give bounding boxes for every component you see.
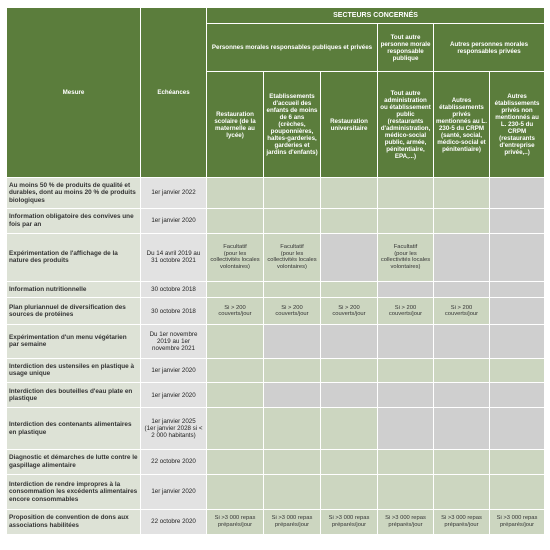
sector-cell-restauration-universitaire — [321, 358, 378, 383]
sector-cell-restauration-scolaire — [207, 449, 264, 474]
sector-cell-restauration-scolaire — [207, 281, 264, 298]
sector-cell-autres-non-mentionnes: Si >3 000 repas préparés/jour — [490, 510, 545, 535]
deadline-cell: Du 14 avril 2019 au 31 octobre 2021 — [141, 234, 207, 282]
sector-cell-etablissements-accueil — [264, 281, 321, 298]
sector-cell-administration — [378, 383, 434, 408]
sector-cell-autres-non-mentionnes — [490, 408, 545, 450]
deadline-cell: 30 octobre 2018 — [141, 298, 207, 325]
header-mesure: Mesure — [7, 8, 141, 178]
measure-cell: Expérimentation d'un menu végétarien par semaine — [7, 325, 141, 358]
sector-cell-administration — [378, 209, 434, 234]
sector-cell-etablissements-accueil — [264, 408, 321, 450]
sector-cell-administration: Si > 200 couverts/jour — [378, 298, 434, 325]
sector-cell-restauration-universitaire — [321, 234, 378, 282]
deadline-cell: Du 1er novembre 2019 au 1er novembre 2021 — [141, 325, 207, 358]
deadline-cell: 1er janvier 2025 (1er janvier 2028 si < 2 000 habitants) — [141, 408, 207, 450]
sector-cell-administration — [378, 178, 434, 209]
sector-cell-autres-mentionnes — [434, 474, 490, 509]
header-col-etablissements-accueil: Etablissements d'accueil des enfants de moins de 6 ans (crèches, pouponnières, haltes-garderies, garderies et jardins d'enfants) — [264, 72, 321, 178]
header-group-public: Personnes morales responsables publiques et privées — [207, 24, 378, 72]
measure-cell: Information nutritionnelle — [7, 281, 141, 298]
sector-cell-administration: Facultatif (pour les collectivités locales volontaires) — [378, 234, 434, 282]
measure-cell: Interdiction des contenants alimentaires en plastique — [7, 408, 141, 450]
sector-cell-administration — [378, 474, 434, 509]
deadline-cell: 1er janvier 2020 — [141, 474, 207, 509]
deadline-cell: 1er janvier 2020 — [141, 358, 207, 383]
header-echeances: Echéances — [141, 8, 207, 178]
sector-cell-autres-non-mentionnes — [490, 281, 545, 298]
sector-cell-etablissements-accueil — [264, 383, 321, 408]
header-col-restauration-scolaire: Restauration scolaire (de la maternelle au lycée) — [207, 72, 264, 178]
sector-cell-restauration-scolaire — [207, 408, 264, 450]
sector-cell-restauration-universitaire — [321, 383, 378, 408]
sector-cell-administration — [378, 358, 434, 383]
header-col-autres-etablissements-non-mentionnes: Autres établissements privés non mentionnés au L. 230-5 du CRPM (restaurants d'entreprise privée,..) — [490, 72, 545, 178]
sector-cell-autres-mentionnes: Si > 200 couverts/jour — [434, 298, 490, 325]
header-group-private: Autres personnes morales responsables privées — [434, 24, 545, 72]
sector-cell-etablissements-accueil: Facultatif (pour les collectivités locales volontaires) — [264, 234, 321, 282]
sector-cell-autres-non-mentionnes — [490, 358, 545, 383]
measure-cell: Plan pluriannuel de diversification des sources de protéines — [7, 298, 141, 325]
sector-cell-administration — [378, 408, 434, 450]
sector-cell-administration: Si >3 000 repas préparés/jour — [378, 510, 434, 535]
sector-cell-restauration-universitaire — [321, 449, 378, 474]
regulation-table — [6, 7, 545, 535]
sector-cell-autres-non-mentionnes — [490, 234, 545, 282]
sector-cell-restauration-universitaire: Si >3 000 repas préparés/jour — [321, 510, 378, 535]
sector-cell-restauration-scolaire: Facultatif (pour les collectivités locales volontaires) — [207, 234, 264, 282]
table-row — [7, 281, 545, 298]
measure-cell: Expérimentation de l'affichage de la nature des produits — [7, 234, 141, 282]
sector-cell-autres-non-mentionnes — [490, 474, 545, 509]
sector-cell-administration — [378, 449, 434, 474]
header-col-restauration-universitaire: Restauration universitaire — [321, 72, 378, 178]
deadline-cell: 1er janvier 2022 — [141, 178, 207, 209]
measure-cell: Au moins 50 % de produits de qualité et durables, dont au moins 20 % de produits biologiques — [7, 178, 141, 209]
header-col-administration: Tout autre administration ou établissement public (restaurants d'administration, médico-social public, armée, pénitentiaire, EPA,...) — [378, 72, 434, 178]
header-group-admin: Tout autre personne morale responsable publique — [378, 24, 434, 72]
sector-cell-restauration-universitaire — [321, 209, 378, 234]
sector-cell-autres-non-mentionnes — [490, 383, 545, 408]
sector-cell-restauration-scolaire — [207, 209, 264, 234]
table-row — [7, 449, 545, 474]
table-row — [7, 383, 545, 408]
header-secteurs: SECTEURS CONCERNÉS — [207, 8, 545, 24]
sector-cell-etablissements-accueil — [264, 449, 321, 474]
table-row — [7, 178, 545, 209]
sector-cell-autres-non-mentionnes — [490, 325, 545, 358]
sector-cell-etablissements-accueil: Si > 200 couverts/jour — [264, 298, 321, 325]
table-row — [7, 408, 545, 450]
measure-cell: Information obligatoire des convives une fois par an — [7, 209, 141, 234]
deadline-cell: 22 octobre 2020 — [141, 449, 207, 474]
measure-cell: Proposition de convention de dons aux associations habilitées — [7, 510, 141, 535]
sector-cell-autres-mentionnes — [434, 449, 490, 474]
table-row — [7, 298, 545, 325]
measure-cell: Interdiction des ustensiles en plastique à usage unique — [7, 358, 141, 383]
table-row — [7, 474, 545, 509]
sector-cell-administration — [378, 325, 434, 358]
sector-cell-restauration-scolaire: Si > 200 couverts/jour — [207, 298, 264, 325]
table-row — [7, 234, 545, 282]
sector-cell-restauration-universitaire — [321, 408, 378, 450]
measure-cell: Diagnostic et démarches de lutte contre le gaspillage alimentaire — [7, 449, 141, 474]
sector-cell-restauration-scolaire — [207, 325, 264, 358]
sector-cell-restauration-scolaire — [207, 383, 264, 408]
sector-cell-autres-mentionnes: Si >3 000 repas préparés/jour — [434, 510, 490, 535]
sector-cell-autres-non-mentionnes — [490, 449, 545, 474]
sector-cell-autres-non-mentionnes — [490, 298, 545, 325]
sector-cell-restauration-universitaire — [321, 325, 378, 358]
table-row — [7, 325, 545, 358]
sector-cell-autres-mentionnes — [434, 383, 490, 408]
sector-cell-restauration-universitaire: Si > 200 couverts/jour — [321, 298, 378, 325]
table-row — [7, 209, 545, 234]
sector-cell-autres-mentionnes — [434, 209, 490, 234]
sector-cell-restauration-scolaire — [207, 178, 264, 209]
deadline-cell: 30 octobre 2018 — [141, 281, 207, 298]
sector-cell-administration — [378, 281, 434, 298]
sector-cell-autres-mentionnes — [434, 325, 490, 358]
sector-cell-restauration-scolaire: Si >3 000 repas préparés/jour — [207, 510, 264, 535]
sector-cell-restauration-scolaire — [207, 358, 264, 383]
sector-cell-autres-mentionnes — [434, 358, 490, 383]
sector-cell-etablissements-accueil — [264, 358, 321, 383]
sector-cell-autres-mentionnes — [434, 178, 490, 209]
sector-cell-etablissements-accueil — [264, 178, 321, 209]
sector-cell-autres-mentionnes — [434, 281, 490, 298]
sector-cell-autres-mentionnes — [434, 408, 490, 450]
deadline-cell: 22 octobre 2020 — [141, 510, 207, 535]
deadline-cell: 1er janvier 2020 — [141, 383, 207, 408]
sector-cell-restauration-universitaire — [321, 178, 378, 209]
sector-cell-restauration-scolaire — [207, 474, 264, 509]
deadline-cell: 1er janvier 2020 — [141, 209, 207, 234]
sector-cell-restauration-universitaire — [321, 474, 378, 509]
measure-cell: Interdiction de rendre impropres à la consommation les excédents alimentaires encore consommables — [7, 474, 141, 509]
sector-cell-autres-mentionnes — [434, 234, 490, 282]
sector-cell-autres-non-mentionnes — [490, 209, 545, 234]
measure-cell: Interdiction des bouteilles d'eau plate en plastique — [7, 383, 141, 408]
header-col-autres-etablissements-mentionnes: Autres établissements privés mentionnés au L. 230-5 du CRPM (santé, social, médico-social et pénitentiaire) — [434, 72, 490, 178]
sector-cell-restauration-universitaire — [321, 281, 378, 298]
table-row — [7, 510, 545, 535]
sector-cell-etablissements-accueil — [264, 474, 321, 509]
sector-cell-etablissements-accueil: Si >3 000 repas préparés/jour — [264, 510, 321, 535]
sector-cell-autres-non-mentionnes — [490, 178, 545, 209]
table-row — [7, 358, 545, 383]
sector-cell-etablissements-accueil — [264, 209, 321, 234]
sector-cell-etablissements-accueil — [264, 325, 321, 358]
